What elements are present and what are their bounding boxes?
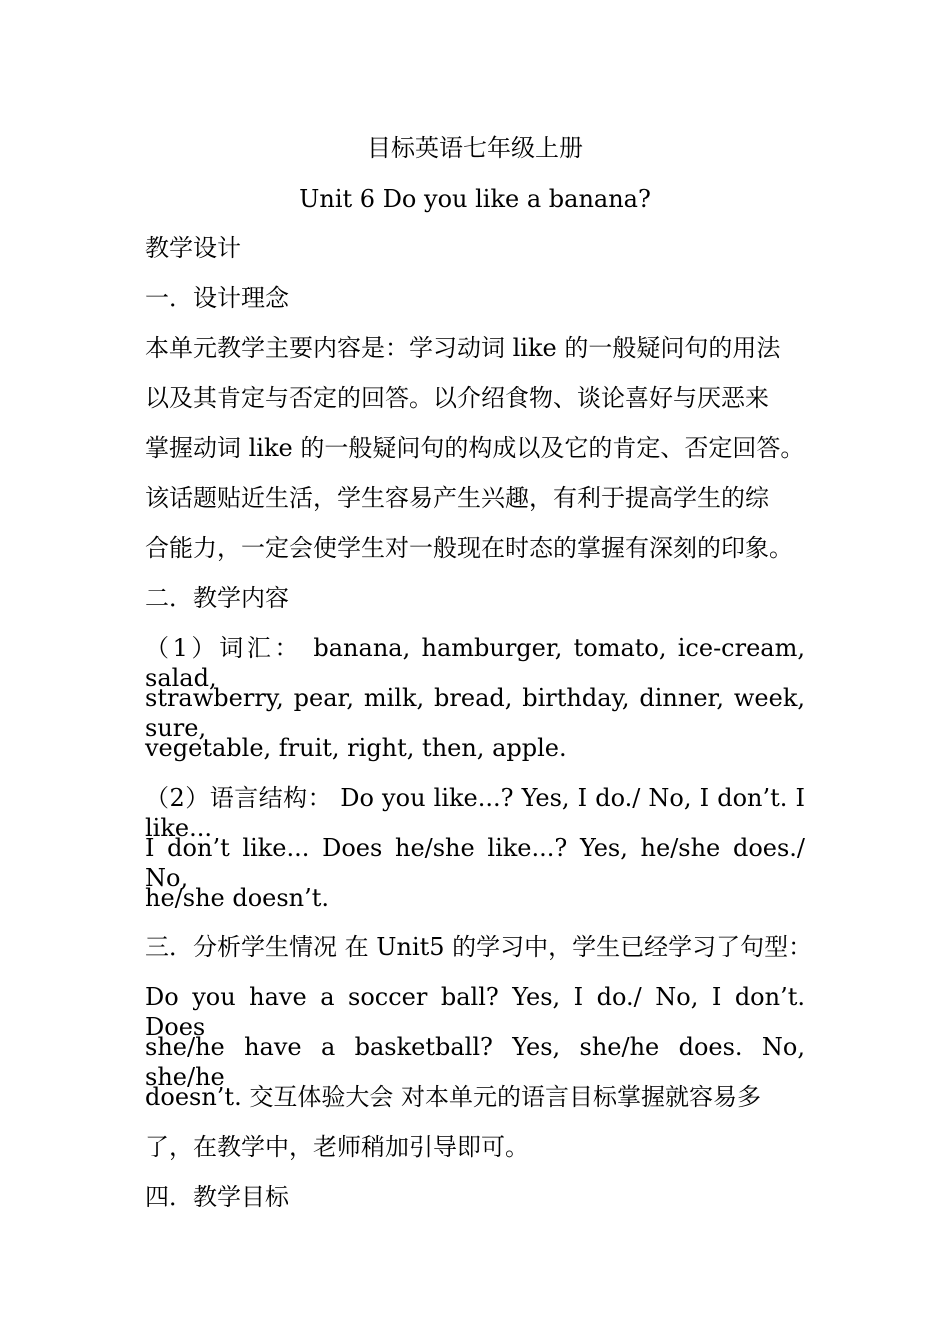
- section-heading-teaching-goals: 四．教学目标: [145, 1183, 289, 1211]
- document-title: 目标英语七年级上册: [367, 134, 583, 162]
- vocabulary-line: strawberry, pear, milk, bread, birthday, dinner, week, sure,: [145, 684, 805, 742]
- vocabulary-line: vegetable, fruit, right, then, apple.: [145, 734, 567, 762]
- language-structure-line: I don’t like... Does he/she like...? Yes, he/she does./ No,: [145, 834, 805, 892]
- paragraph-line: 以及其肯定与否定的回答。以介绍食物、谈论喜好与厌恶来: [145, 384, 769, 412]
- document-subtitle: Unit 6 Do you like a banana?: [299, 185, 651, 213]
- paragraph-line: 本单元教学主要内容是：学习动词 like 的一般疑问句的用法: [145, 334, 781, 362]
- paragraph-line: 该话题贴近生活，学生容易产生兴趣，有利于提高学生的综: [145, 484, 769, 512]
- vocabulary-line: （1）词汇： banana, hamburger, tomato, ice-cream, salad,: [145, 634, 805, 692]
- student-analysis-line: doesn’t. 交互体验大会 对本单元的语言目标掌握就容易多: [145, 1083, 761, 1111]
- section-heading-teaching-design: 教学设计: [145, 234, 241, 262]
- language-structure-line: （2）语言结构： Do you like...? Yes, I do./ No, I don’t. I like...: [145, 784, 805, 842]
- paragraph-line: 合能力，一定会使学生对一般现在时态的掌握有深刻的印象。: [145, 534, 793, 562]
- paragraph-line: 掌握动词 like 的一般疑问句的构成以及它的肯定、否定回答。: [145, 434, 805, 462]
- student-analysis-line: 三．分析学生情况 在 Unit5 的学习中，学生已经学习了句型：: [145, 933, 813, 961]
- language-structure-line: he/she doesn’t.: [145, 884, 330, 912]
- student-analysis-line: she/he have a basketball? Yes, she/he does. No, she/he: [145, 1033, 805, 1091]
- student-analysis-line: Do you have a soccer ball? Yes, I do./ No, I don’t. Does: [145, 983, 805, 1041]
- section-heading-design-concept: 一．设计理念: [145, 284, 289, 312]
- student-analysis-line: 了，在教学中，老师稍加引导即可。: [145, 1133, 529, 1161]
- section-heading-teaching-content: 二．教学内容: [145, 584, 289, 612]
